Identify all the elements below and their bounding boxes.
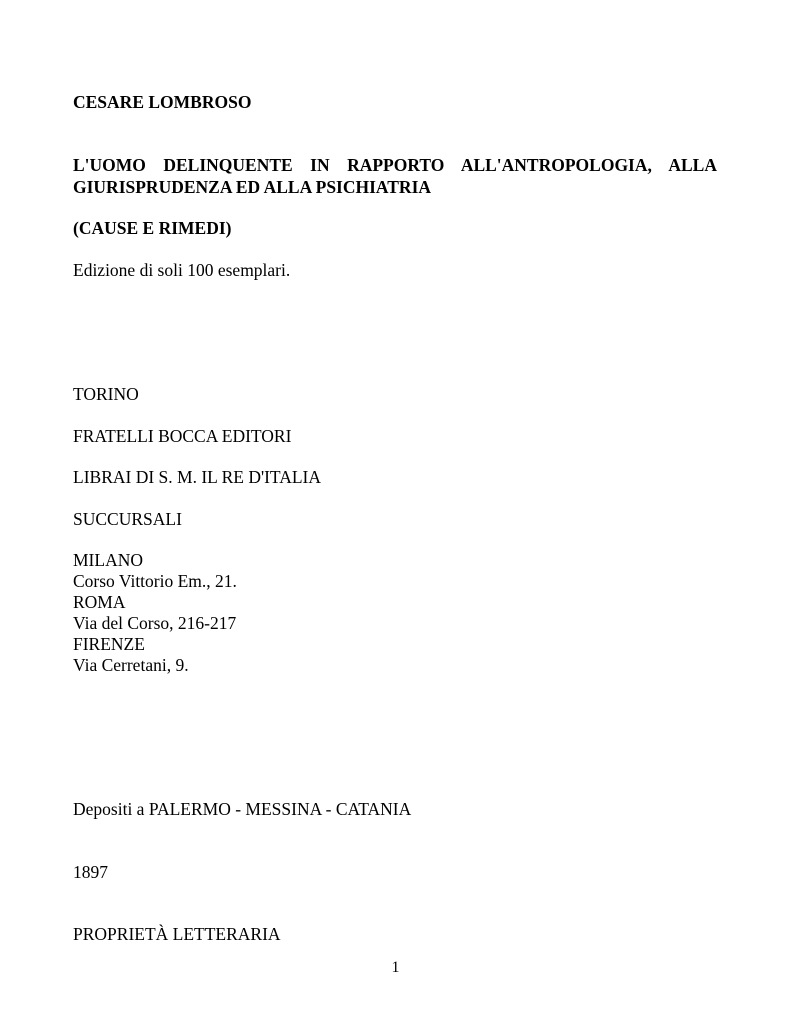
- publisher-note: LIBRAI DI S. M. IL RE D'ITALIA: [73, 467, 322, 487]
- branch-line: Via Cerretani, 9.: [73, 655, 189, 675]
- publication-year: 1897: [73, 862, 108, 882]
- edition-note: Edizione di soli 100 esemplari.: [73, 260, 291, 280]
- publication-city: TORINO: [73, 384, 139, 404]
- branch-line: FIRENZE: [73, 634, 145, 654]
- depots-note: Depositi a PALERMO - MESSINA - CATANIA: [73, 799, 412, 819]
- branch-line: MILANO: [73, 550, 143, 570]
- page-number: 1: [391, 959, 400, 976]
- rights-notice: PROPRIETÀ LETTERARIA: [73, 924, 281, 944]
- branch-line: ROMA: [73, 592, 126, 612]
- branch-line: Corso Vittorio Em., 21.: [73, 571, 237, 591]
- book-title-line-1: L'UOMO DELINQUENTE IN RAPPORTO ALL'ANTROPOLOGIA, ALLA: [73, 155, 717, 175]
- branch-line: Via del Corso, 216-217: [73, 613, 237, 633]
- book-title-line-2: GIURISPRUDENZA ED ALLA PSICHIATRIA: [73, 177, 432, 197]
- publisher-name: FRATELLI BOCCA EDITORI: [73, 426, 292, 446]
- branches-heading: SUCCURSALI: [73, 509, 182, 529]
- book-title: [73, 154, 717, 198]
- author-name: CESARE LOMBROSO: [73, 92, 252, 112]
- book-subtitle: (CAUSE E RIMEDI): [73, 218, 232, 238]
